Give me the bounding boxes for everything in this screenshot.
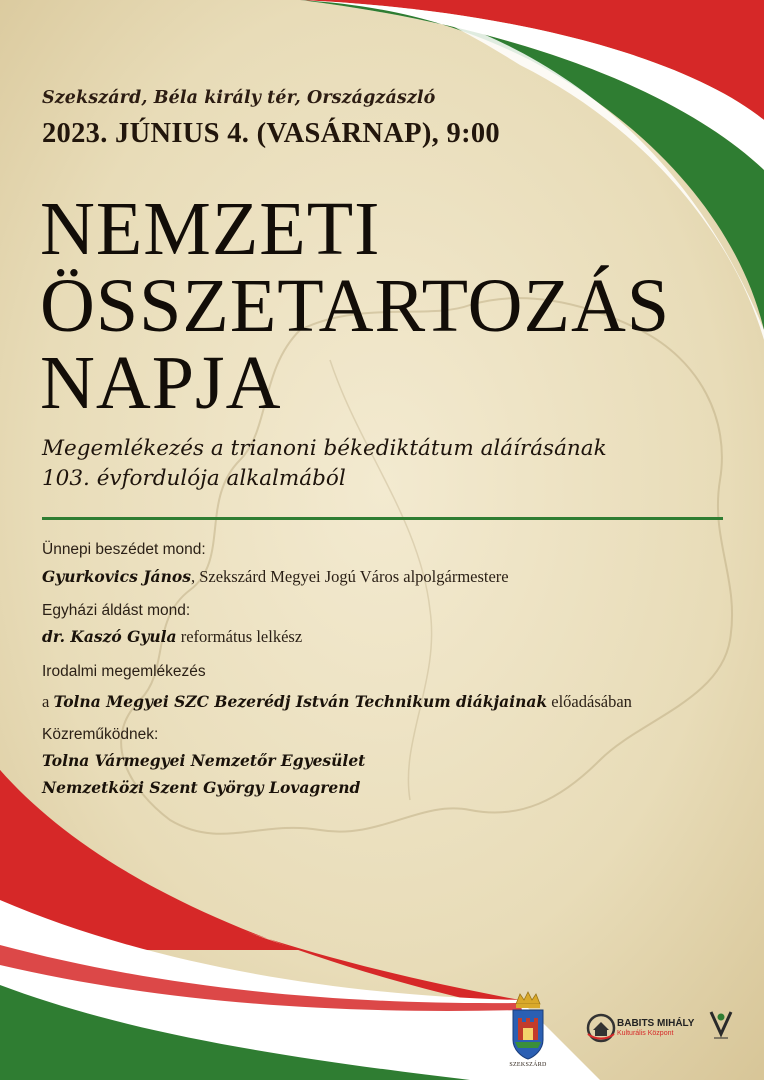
blessing-label: Egyházi áldást mond: xyxy=(42,602,191,619)
blessing-name: dr. Kaszó Gyula xyxy=(42,627,177,646)
title-line-1: NEMZETI xyxy=(40,187,381,271)
crest-caption: SZEKSZÁRD xyxy=(509,1062,547,1068)
blessing-role: református lelkész xyxy=(176,627,303,646)
babits-logo-icon xyxy=(585,1012,617,1044)
subtitle-line-2: 103. évfordulója alkalmából xyxy=(42,466,346,491)
event-venue: Szekszárd, Béla király tér, Országzászló xyxy=(42,88,436,108)
literary-name: Tolna Megyei SZC Bezerédj István Technikum diákjainak xyxy=(53,692,548,711)
organization-logo-icon xyxy=(708,1008,734,1044)
literary-line xyxy=(42,692,632,712)
speech-name: Gyurkovics János xyxy=(42,567,191,586)
contributors-label: Közreműködnek: xyxy=(42,726,159,743)
babits-name: BABITS MIHÁLY xyxy=(617,1018,695,1029)
contributor-2: Nemzetközi Szent György Lovagrend xyxy=(42,778,361,797)
title-line-3: NAPJA xyxy=(40,341,282,425)
speech-role: , Szekszárd Megyei Jogú Város alpolgármestere xyxy=(190,567,509,586)
subtitle-line-1: Megemlékezés a trianoni békediktátum aláírásának xyxy=(42,436,607,461)
literary-prefix: a xyxy=(42,692,54,711)
babits-subtitle: Kulturális Központ xyxy=(617,1030,674,1037)
title-line-2: ÖSSZETARTOZÁS xyxy=(40,264,671,348)
literary-label: Irodalmi megemlékezés xyxy=(42,663,206,680)
szekszard-crest-icon xyxy=(510,990,546,1062)
event-datetime: 2023. JÚNIUS 4. (VASÁRNAP), 9:00 xyxy=(42,118,500,149)
blessing-line xyxy=(42,627,302,647)
green-divider xyxy=(42,517,723,520)
speech-label: Ünnepi beszédet mond: xyxy=(42,541,206,558)
speech-line xyxy=(42,567,509,587)
contributor-1: Tolna Vármegyei Nemzetőr Egyesület xyxy=(42,751,366,770)
literary-suffix: előadásában xyxy=(547,692,632,711)
